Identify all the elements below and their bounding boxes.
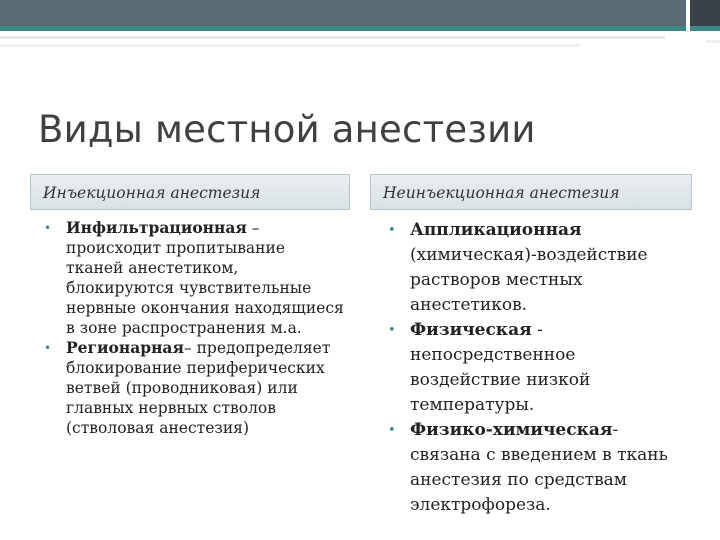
bullet-icon: •	[388, 223, 396, 238]
list-item	[388, 418, 688, 518]
decor-line-1	[0, 36, 665, 39]
list-item	[44, 338, 344, 438]
top-decor-bar	[0, 0, 720, 26]
injection-list	[44, 218, 344, 438]
bullet-icon: •	[44, 341, 52, 355]
item-text: – предопределяет блокирование периферических ветвей (проводниковая) или главных нервных стволов (стволовая анестезия)	[66, 339, 331, 437]
item-text: (химическая)-воздействие растворов местных анестетиков.	[410, 245, 648, 315]
decor-line-2	[0, 44, 580, 47]
top-accent-line-end	[690, 26, 720, 31]
item-text: – происходит пропитывание тканей анестетиком, блокируются чувствительные нервные окончания находящиеся в зоне распространения м.а.	[66, 219, 344, 337]
list-item	[388, 318, 688, 418]
top-decor-corner	[690, 0, 720, 26]
bullet-icon: •	[388, 423, 396, 438]
list-item	[44, 218, 344, 338]
decor-line-3	[705, 40, 720, 43]
item-text: - связана с введением в ткань анестезия по средствам электрофореза.	[410, 420, 668, 515]
column-header-injection: Инъекционная анестезия	[30, 174, 350, 210]
column-header-noninjection: Неинъекционная анестезия	[370, 174, 692, 210]
item-term: Инфильтрационная	[66, 218, 247, 237]
item-term: Физическая	[410, 320, 532, 340]
top-accent-line	[0, 26, 686, 31]
item-term: Регионарная	[66, 338, 184, 357]
list-item	[388, 218, 688, 318]
item-term: Физико-химическая	[410, 420, 613, 440]
bullet-icon: •	[388, 323, 396, 338]
slide-title: Виды местной анестезии	[38, 108, 536, 151]
item-term: Аппликационная	[410, 220, 582, 240]
bullet-icon: •	[44, 221, 52, 235]
noninjection-list	[388, 218, 688, 518]
item-text: - непосредственное воздействие низкой температуры.	[410, 320, 591, 415]
